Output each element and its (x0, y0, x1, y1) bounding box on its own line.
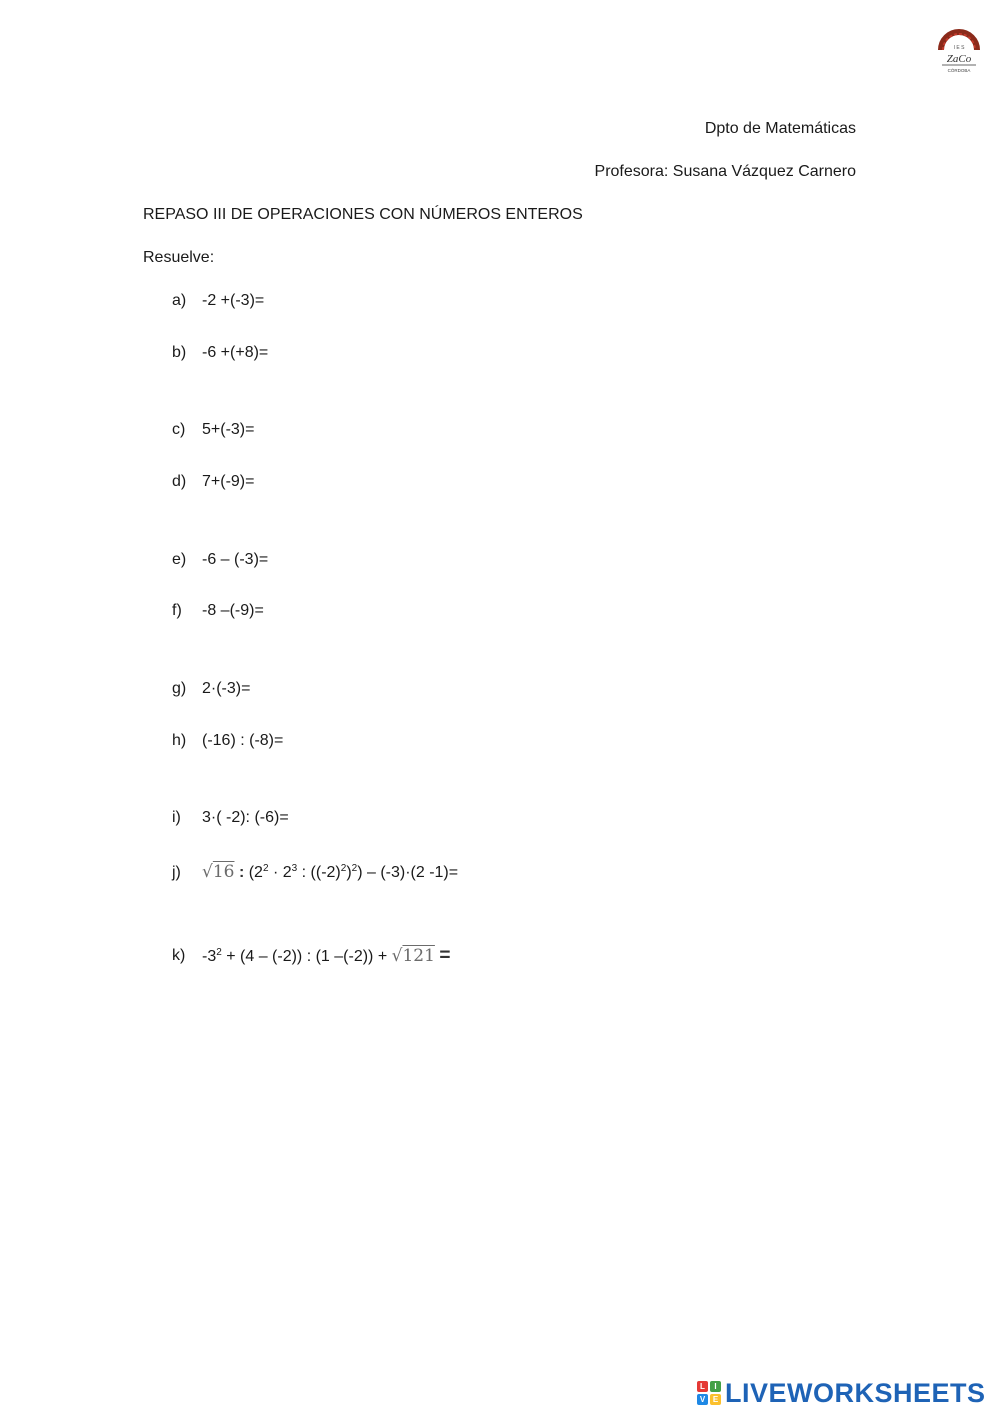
liveworksheets-brand: LIVEWORKSHEETS (725, 1377, 986, 1408)
logo-place: CÓRDOBA (947, 68, 971, 73)
exponent: 2 (340, 863, 347, 874)
exercise-label: k) (172, 947, 186, 964)
exercise-expression: -8 –(-9)= (202, 602, 264, 619)
exercise-label: c) (172, 421, 186, 438)
badge-letter: E (710, 1394, 721, 1405)
badge-letter: I (710, 1381, 721, 1392)
exercise-label: j) (172, 864, 181, 881)
expr-part: ) – (-3)·(2 -1)= (357, 864, 459, 881)
expr-part: -3 (202, 948, 217, 965)
exercise-label: g) (172, 680, 187, 697)
exponent: 2 (262, 863, 269, 874)
sqrt-radicand: 16 (212, 862, 235, 882)
badge-letter: L (697, 1381, 708, 1392)
exercise-k-expression (202, 945, 450, 967)
expr-part: ) (346, 864, 352, 881)
exponent: 3 (291, 863, 298, 874)
exercise-label: a) (172, 292, 187, 309)
exercise-label: e) (172, 551, 187, 568)
exercise-expression: (-16) : (-8)= (202, 732, 284, 749)
exponent: 2 (216, 947, 222, 958)
exercise-label: h) (172, 732, 187, 749)
exercise-expression: 2·(-3)= (202, 680, 251, 697)
exercise-expression: -6 – (-3)= (202, 551, 269, 568)
exercise-j-expression (202, 862, 458, 882)
school-logo (938, 28, 980, 74)
logo-initials: ZaCo (946, 53, 972, 65)
division-colon: : (238, 864, 245, 881)
exercise-expression: -2 +(-3)= (202, 292, 265, 309)
badge-letter: V (697, 1394, 708, 1405)
worksheet-title: REPASO III DE OPERACIONES CON NÚMEROS ENTEROS (143, 206, 583, 223)
equals-sign: = (439, 945, 451, 966)
sqrt-symbol: √16 (202, 862, 235, 882)
department-label: Dpto de Matemáticas (704, 120, 856, 137)
sqrt-radicand: 121 (402, 946, 435, 966)
exponent: 2 (351, 863, 358, 874)
teacher-label: Profesora: Susana Vázquez Carnero (594, 163, 856, 180)
exercise-expression: 5+(-3)= (202, 421, 255, 438)
sqrt-symbol: √121 (391, 946, 435, 966)
logo-small-text: I E S (953, 45, 965, 51)
exercise-expression: 7+(-9)= (202, 473, 255, 490)
instruction: Resuelve: (143, 249, 215, 266)
exercise-expression: -6 +(+8)= (202, 344, 269, 361)
expr-part: + (4 – (-2)) : (1 –(-2)) + (221, 948, 392, 965)
exercise-label: d) (172, 473, 187, 490)
exercise-expression: 3·( -2): (-6)= (202, 809, 289, 826)
exercise-label: b) (172, 344, 187, 361)
liveworksheets-logo (697, 1376, 986, 1410)
liveworksheets-badge-icon (697, 1381, 721, 1405)
exercise-label: f) (172, 602, 182, 619)
expr-part: (2 (248, 864, 263, 881)
expr-part: : ((-2) (297, 864, 341, 881)
expr-part: · 2 (268, 864, 292, 881)
exercise-label: i) (172, 809, 181, 826)
